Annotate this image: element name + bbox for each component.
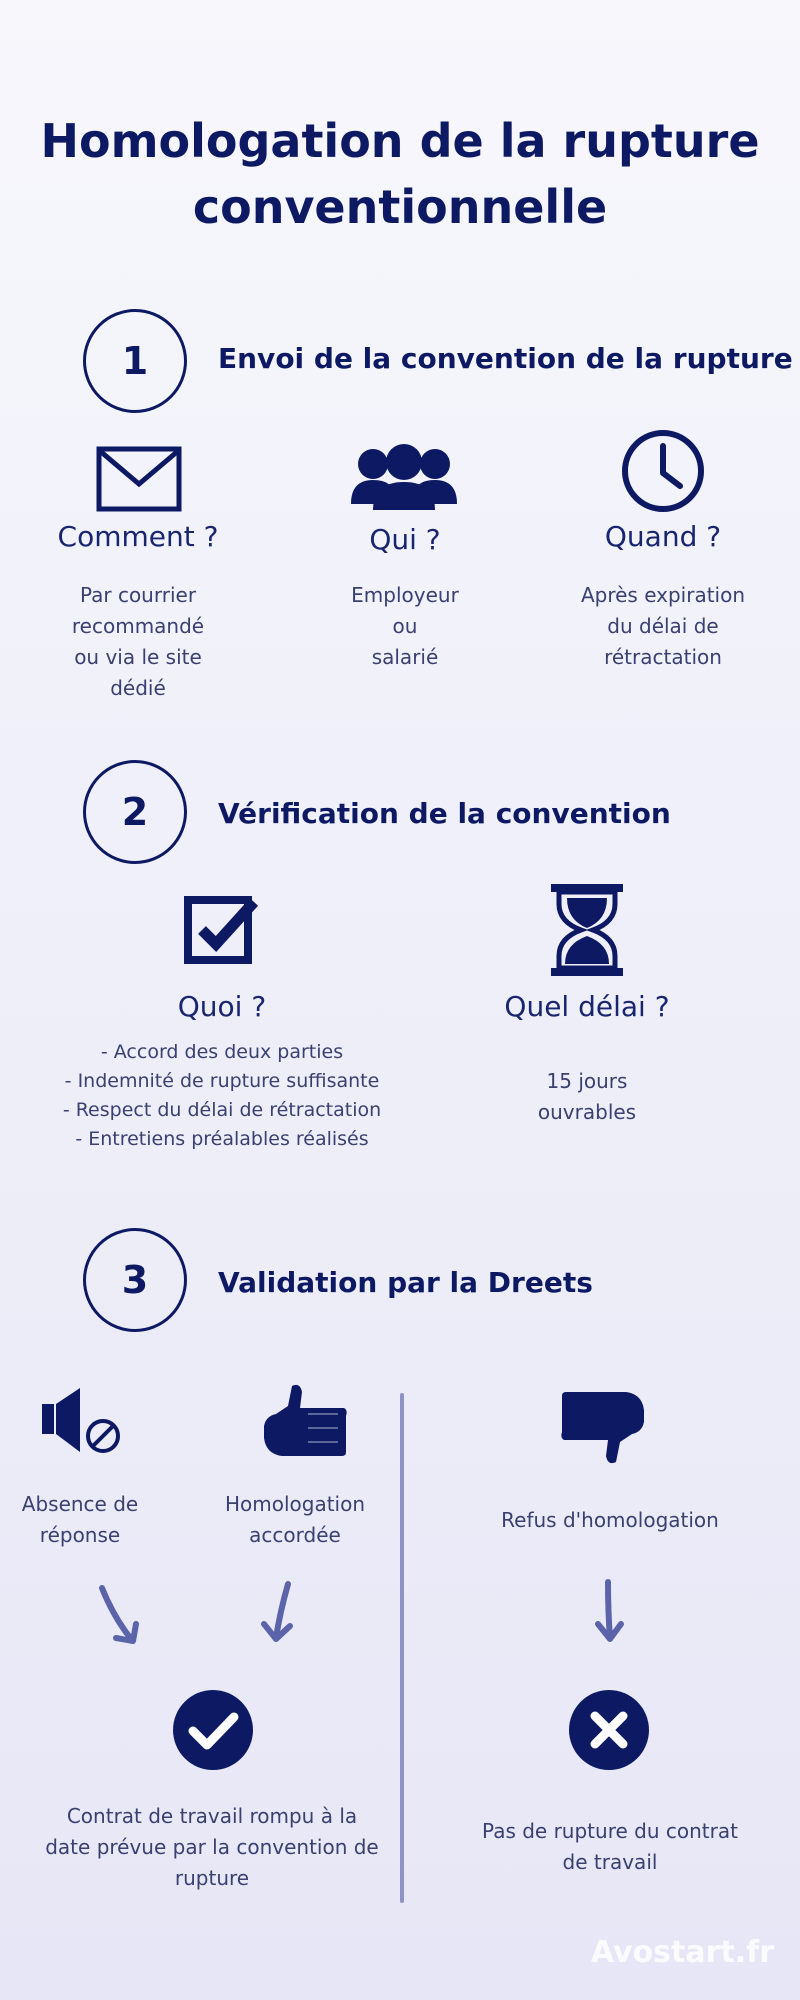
step1-desc-qui xyxy=(305,580,505,673)
desc-line: date prévue par la convention de xyxy=(45,1835,379,1859)
x-circle-icon xyxy=(569,1690,649,1770)
desc-line: - Respect du délai de rétractation xyxy=(62,1099,382,1121)
desc-line: dédié xyxy=(110,676,166,700)
desc-line: Absence de xyxy=(21,1492,139,1516)
step3-number: 3 xyxy=(121,1258,149,1302)
page-title-line1: Homologation de la rupture xyxy=(40,114,760,168)
desc-line: accordée xyxy=(249,1523,341,1547)
arrow-down-icon xyxy=(590,1578,630,1644)
desc-line: Pas de rupture du contrat xyxy=(482,1819,738,1843)
step2-question-delai: Quel délai ? xyxy=(504,990,670,1023)
step3-result-right xyxy=(450,1816,770,1878)
desc-line: réponse xyxy=(39,1523,121,1547)
column-separator xyxy=(400,1393,404,1903)
thumbs-up-icon xyxy=(258,1380,350,1458)
step2-question-quoi: Quoi ? xyxy=(177,990,267,1023)
desc-line: rupture xyxy=(174,1866,250,1890)
step1-title: Envoi de la convention de la rupture xyxy=(218,342,793,375)
step2-desc-quoi xyxy=(32,1038,412,1154)
mute-speaker-icon xyxy=(40,1386,122,1458)
desc-line: Après expiration xyxy=(580,583,746,607)
checkbox-icon xyxy=(184,894,262,966)
desc-line: rétractation xyxy=(604,645,722,669)
step3-desc-absence xyxy=(0,1489,160,1551)
page-title-line2: conventionnelle xyxy=(192,180,608,234)
check-circle-icon xyxy=(173,1690,253,1770)
desc-line: 15 jours xyxy=(546,1069,628,1093)
step1-desc-quand xyxy=(553,580,773,673)
clock-icon xyxy=(620,428,706,514)
step2-desc-delai xyxy=(487,1066,687,1128)
desc-line: Par courrier xyxy=(79,583,197,607)
hourglass-icon xyxy=(551,884,623,976)
step1-question-qui: Qui ? xyxy=(369,523,441,556)
step1-desc-comment xyxy=(38,580,238,704)
step3-refus-label: Refus d'homologation xyxy=(501,1508,719,1532)
desc-line: ouvrables xyxy=(537,1100,637,1124)
desc-line: salarié xyxy=(371,645,439,669)
step3-title: Validation par la Dreets xyxy=(218,1266,593,1299)
thumbs-down-icon xyxy=(558,1390,650,1468)
step1-question-comment: Comment ? xyxy=(57,520,219,553)
desc-line: de travail xyxy=(562,1850,658,1874)
step1-number-circle xyxy=(83,309,187,413)
desc-line: - Accord des deux parties xyxy=(100,1041,344,1063)
desc-line: ou xyxy=(392,614,418,638)
desc-line: Homologation xyxy=(224,1492,366,1516)
desc-line: recommandé xyxy=(71,614,205,638)
desc-line: ou via le site xyxy=(74,645,202,669)
step1-question-quand: Quand ? xyxy=(604,520,722,553)
people-icon xyxy=(349,442,459,512)
step3-result-left xyxy=(30,1801,394,1894)
desc-line: - Entretiens préalables réalisés xyxy=(75,1128,369,1150)
watermark-logo: Avostart.fr xyxy=(590,1935,774,1970)
step3-number-circle xyxy=(83,1228,187,1332)
arrow-down-icon xyxy=(258,1580,298,1644)
arrow-down-right-icon xyxy=(96,1584,146,1646)
desc-line: du délai de xyxy=(607,614,719,638)
step1-number: 1 xyxy=(121,339,149,383)
desc-line: Employeur xyxy=(351,583,459,607)
step2-title: Vérification de la convention xyxy=(218,797,671,830)
step2-number-circle xyxy=(83,760,187,864)
envelope-icon xyxy=(96,446,182,512)
step3-desc-homologation xyxy=(205,1489,385,1551)
step2-number: 2 xyxy=(121,790,149,834)
page-title xyxy=(0,108,800,240)
desc-line: Contrat de travail rompu à la xyxy=(66,1804,358,1828)
desc-line: - Indemnité de rupture suffisante xyxy=(64,1070,380,1092)
